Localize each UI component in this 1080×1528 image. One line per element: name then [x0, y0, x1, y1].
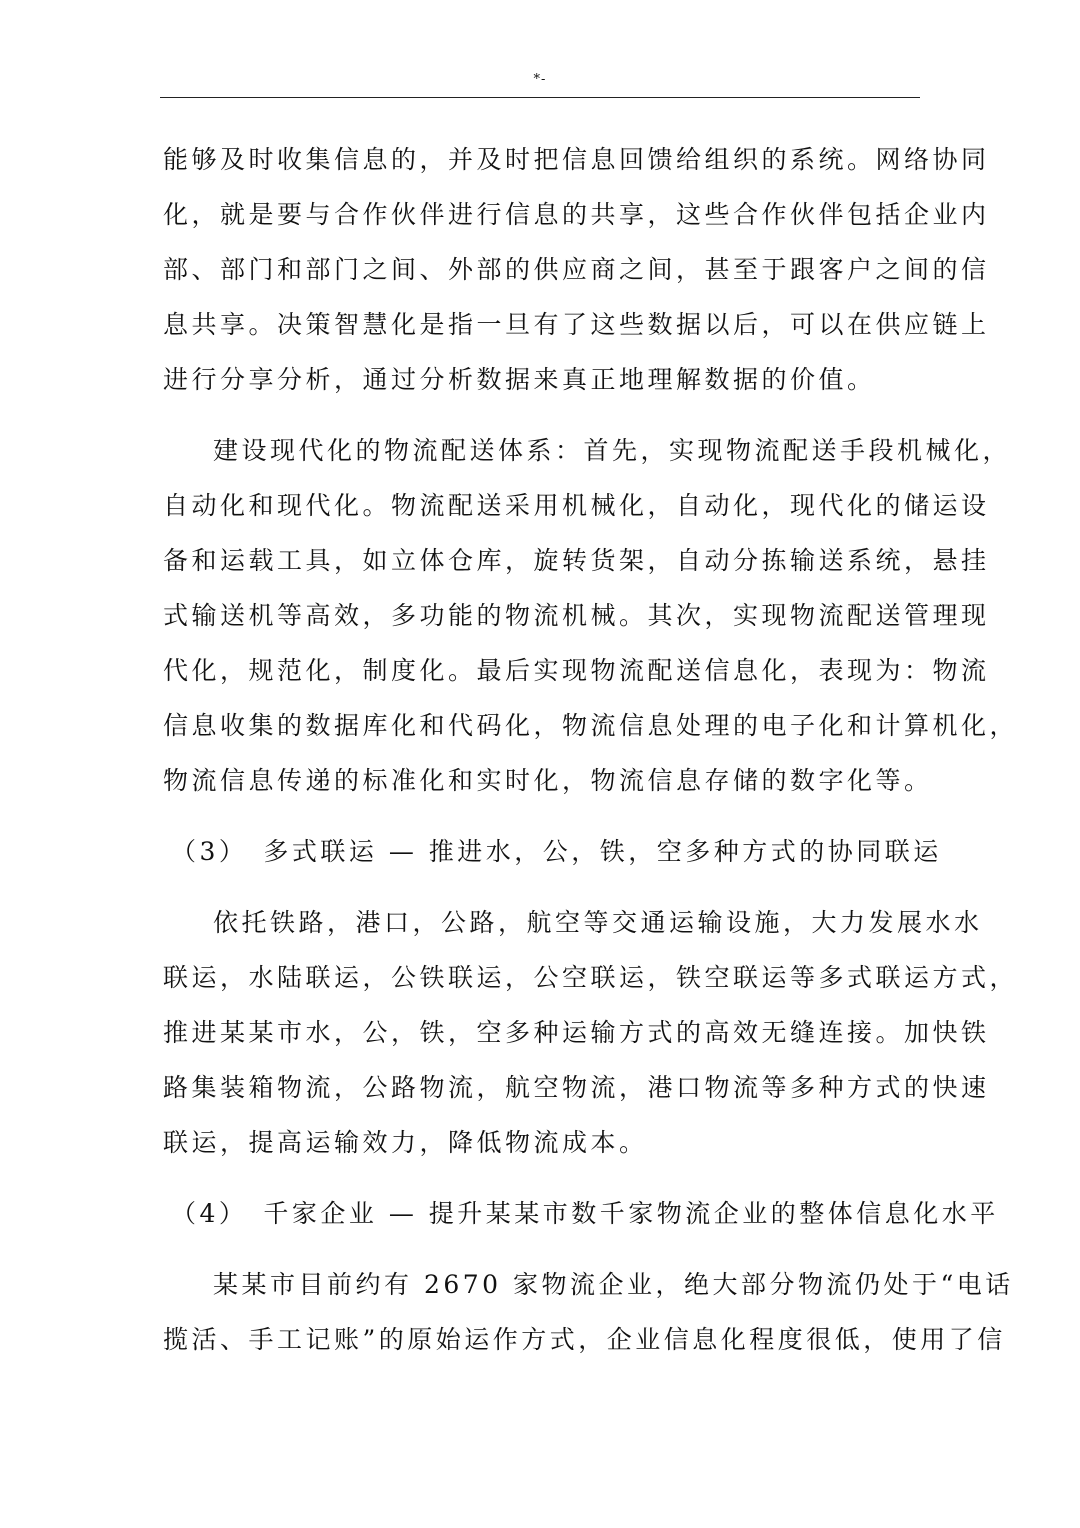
paragraph-line: 式输送机等高效，多功能的物流机械。其次，实现物流配送管理现: [163, 601, 990, 630]
paragraph-line: 化，就是要与合作伙伴进行信息的共享，这些合作伙伴包括企业内: [163, 200, 990, 229]
paragraph-line: 某某市目前约有 2670 家物流企业，绝大部分物流仍处于“电话: [213, 1270, 1014, 1299]
paragraph-line: 建设现代化的物流配送体系：首先，实现物流配送手段机械化，: [213, 436, 1012, 465]
page-header: [160, 70, 920, 100]
paragraph-line: 备和运载工具，如立体仓库，旋转货架，自动分拣输送系统，悬挂: [163, 546, 990, 575]
document-body: [163, 132, 1019, 1367]
paragraph-line: 路集装箱物流，公路物流，航空物流，港口物流等多种方式的快速: [163, 1073, 990, 1102]
paragraph-line: 物流信息传递的标准化和实时化，物流信息存储的数字化等。: [163, 766, 933, 795]
paragraph-gap: [163, 1241, 913, 1257]
paragraph-gap: [163, 808, 913, 824]
paragraph-line: 进行分享分析，通过分析数据来真正地理解数据的价值。: [163, 365, 876, 394]
paragraph-line: 信息收集的数据库化和代码化，物流信息处理的电子化和计算机化，: [163, 711, 1019, 740]
paragraph-line: 联运，提高运输效力，降低物流成本。: [163, 1128, 648, 1157]
paragraph-line: 联运，水陆联运，公铁联运，公空联运，铁空联运等多式联运方式，: [163, 963, 1019, 992]
paragraph-line: 代化，规范化，制度化。最后实现物流配送信息化，表现为：物流: [163, 656, 990, 685]
paragraph-line: 推进某某市水，公，铁，空多种运输方式的高效无缝连接。加快铁: [163, 1018, 990, 1047]
paragraph-line: 自动化和现代化。物流配送采用机械化，自动化，现代化的储运设: [163, 491, 990, 520]
paragraph-line: 部、部门和部门之间、外部的供应商之间，甚至于跟客户之间的信: [163, 255, 990, 284]
paragraph-line: 息共享。决策智慧化是指一旦有了这些数据以后，可以在供应链上: [163, 310, 990, 339]
paragraph-line: 依托铁路，港口，公路，航空等交通运输设施，大力发展水水: [213, 908, 983, 937]
header-rule: [160, 97, 920, 98]
paragraph-line: 揽活、手工记账”的原始运作方式，企业信息化程度很低，使用了信: [163, 1325, 1006, 1354]
paragraph-line: 能够及时收集信息的，并及时把信息回馈给组织的系统。网络协同: [163, 145, 990, 174]
paragraph-gap: [163, 879, 913, 895]
paragraph-gap: [163, 1170, 913, 1186]
section-heading: （3） 多式联运 — 推进水，公，铁，空多种方式的协同联运: [171, 837, 942, 866]
header-mark: *-: [533, 72, 547, 87]
section-heading: （4） 千家企业 — 提升某某市数千家物流企业的整体信息化水平: [171, 1199, 999, 1228]
paragraph-gap: [163, 407, 913, 423]
